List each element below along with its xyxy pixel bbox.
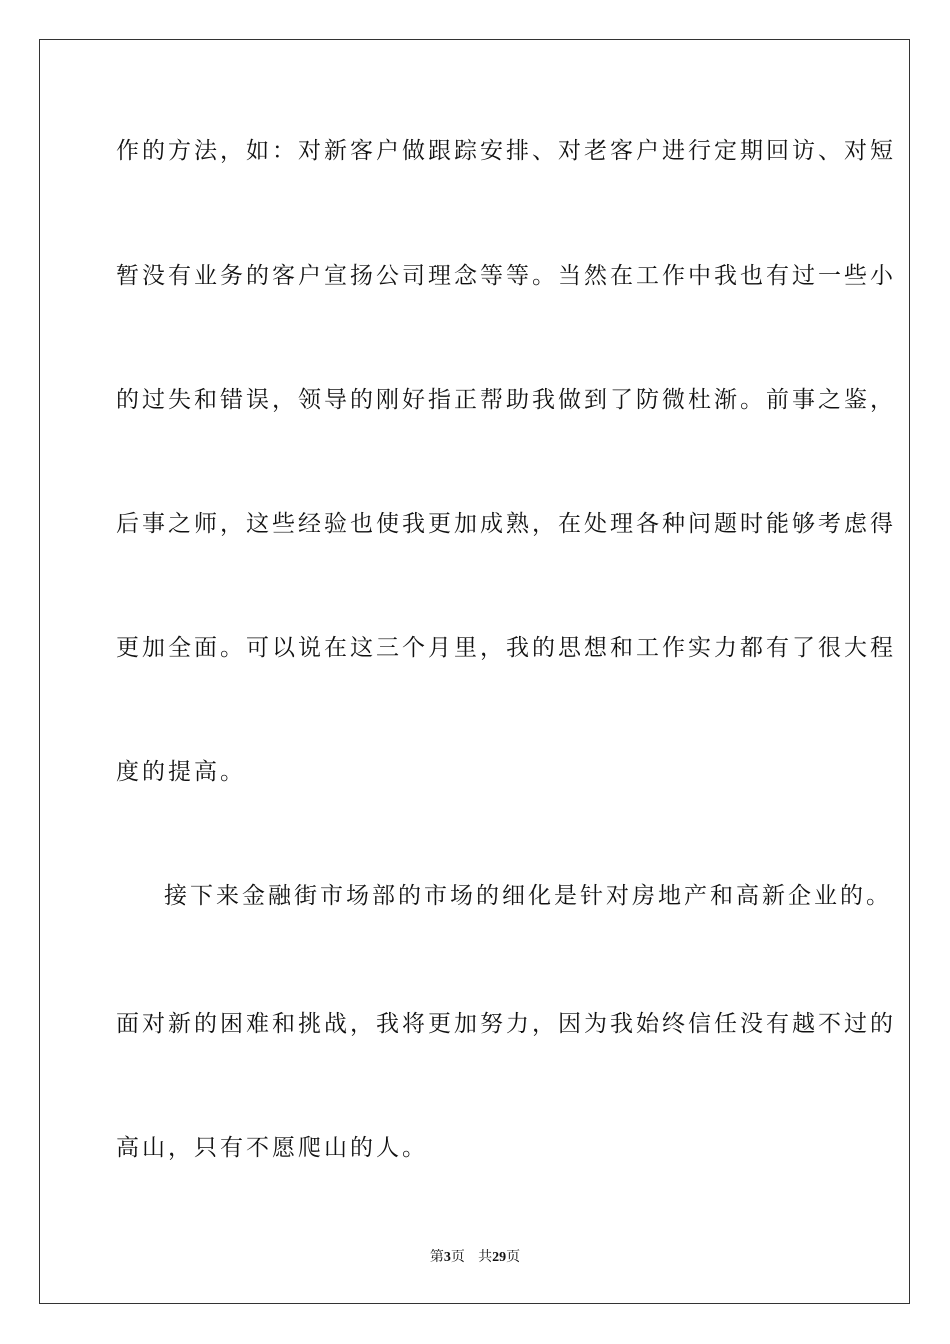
text-line: 作的方法，如：对新客户做跟踪安排、对老客户进行定期回访、对短 (116, 138, 896, 164)
text-line: 后事之师，这些经验也使我更加成熟，在处理各种问题时能够考虑得 (116, 511, 896, 537)
total-suffix: 页 (506, 1249, 521, 1265)
text-line: 暂没有业务的客户宣扬公司理念等等。当然在工作中我也有过一些小 (116, 263, 896, 289)
total-pages: 29 (492, 1250, 507, 1265)
page-prefix: 第 (429, 1249, 444, 1265)
page-suffix: 页 (450, 1249, 465, 1265)
text-line: 高山，只有不愿爬山的人。 (116, 1135, 428, 1161)
page-footer (0, 1248, 950, 1267)
total-prefix: 共 (478, 1249, 493, 1265)
text-line: 接下来金融街市场部的市场的细化是针对房地产和高新企业的。 (164, 883, 892, 909)
page-border (39, 39, 910, 1304)
text-line: 的过失和错误，领导的刚好指正帮助我做到了防微杜渐。前事之鉴， (116, 387, 896, 413)
text-line: 更加全面。可以说在这三个月里，我的思想和工作实力都有了很大程 (116, 635, 896, 661)
text-line: 面对新的困难和挑战，我将更加努力，因为我始终信任没有越不过的 (116, 1011, 896, 1037)
text-line: 度的提高。 (116, 759, 246, 785)
page-number: 3 (443, 1250, 451, 1265)
